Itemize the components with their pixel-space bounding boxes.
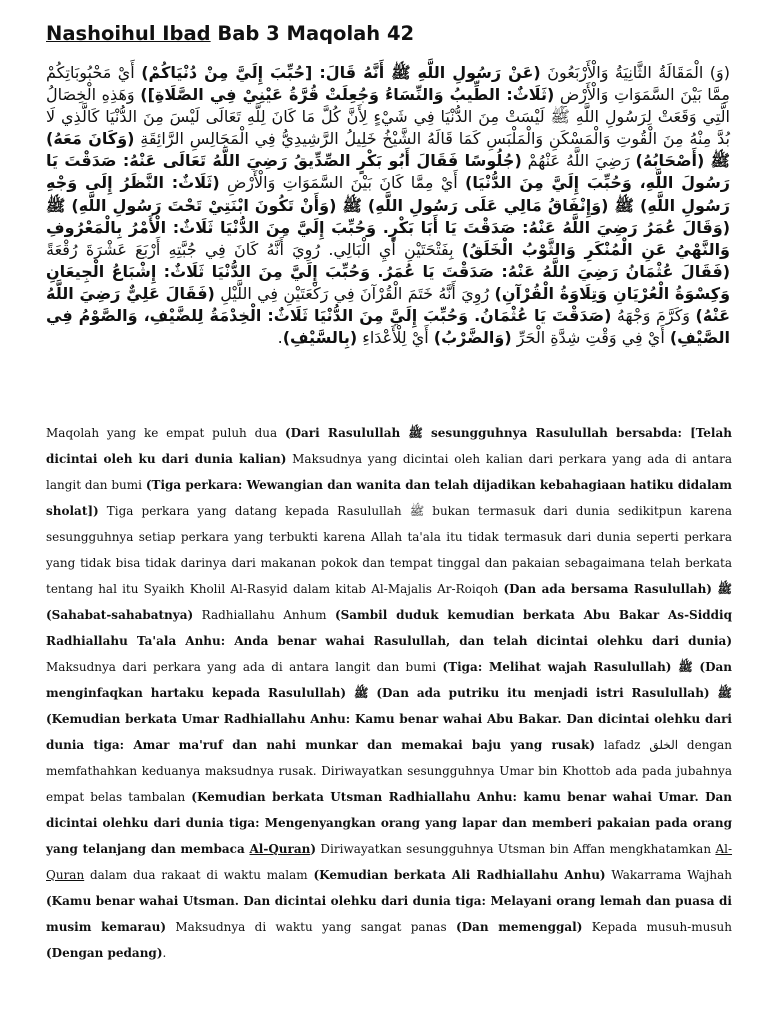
translation-text-segment: (Kamu benar wahai Utsman. Dan dicintai olehku dari dunia tiga: Melayani orang lemah dan puasa di musim kemarau) [46, 894, 732, 934]
translation-text-segment: ) [310, 842, 317, 856]
arabic-text-segment: أَيْ لِلْأَعْدَاءِ [357, 328, 434, 348]
arabic-text-segment: بِفَتْحَتَيْنِ أَيِ الْبَالِي. رُوِيَ أَنَّهُ كَانَ فِي جُبَّتِهِ أَرْبَعَ عَشْرَةَ رُقْعَةً [46, 239, 462, 259]
arabic-text-segment: (ثَلَاثٌ: النَّظَرُ إِلَى وَجْهِ رَسُولِ اللَّهِ) ﷺ (وَإِنْفَاقُ مَالِي عَلَى رَسُولِ اللَّهِ) ﷺ (وَأَنْ تَكُونَ ابْنَتِيْ تَحْتَ رَسُولِ اللَّهِ) ﷺ (وَقَالَ عُمَرُ رَضِيَ اللَّهُ عَنْهُ: صَدَقْتَ يَا أَبَا بَكْرٍ. وَحُبِّبَ إِلَيَّ مِنَ الدُّنْيَا ثَلَاثٌ: الْأَمْرُ بِالْمَعْرُوفِ وَالنَّهْيُ عَنِ الْمُنْكَرِ وَالثَّوْبُ الْخَلَقُ) [46, 173, 730, 259]
arabic-text-segment: (وَالضَّرْبُ) [433, 328, 512, 348]
page-title [46, 22, 414, 45]
arabic-text-segment: أَيْ فِي وَقْتِ شِدَّةِ الْحَرِّ [511, 328, 670, 348]
translation-text-block [46, 420, 732, 966]
arabic-text-segment: (عَنْ رَسُولِ اللَّهِ ﷺ أَنَّهُ قَالَ: [حُبِّبَ إِلَيَّ مِنْ دُنْيَاكُمْ) [141, 63, 541, 82]
translation-text-segment: Maksudnya yang dicintai oleh kalian dari perkara yang ada di antara langit dan bumi [46, 452, 733, 492]
translation-text-segment: . [162, 946, 167, 960]
title-chapter: Bab 3 Maqolah 42 [210, 22, 415, 45]
arabic-text-segment: (صَدَقْتَ يَا عُثْمَانُ. وَحُبِّبَ إِلَيَّ مِنَ الدُّنْيَا ثَلَاثٌ: الْخِدْمَةُ لِلضَّيْفِ، وَالصَّوْمُ فِي الصَّيْفِ) [46, 306, 730, 348]
translation-text-segment: Maksudnya dari perkara yang ada di antara langit dan bumi [46, 660, 443, 674]
translation-text-segment: (Kemudian berkata Utsman Radhiallahu Anhu: kamu benar wahai Umar. Dan dicintai olehku dari dunia tiga: Mengenyangkan orang yang lapar dan memberi pakaian pada orang yang telanjang dan membaca [46, 790, 732, 856]
translation-text-segment: (Tiga: Melihat wajah Rasulullah) ﷺ (Dan menginfaqkan hartaku kepada Rasulullah) ﷺ (Dan ada putriku itu menjadi istri Rasulullah) ﷺ (Kemudian berkata Umar Radhiallahu Anhu: Kamu benar wahai Abu Bakar. Dan dicintai olehku dari dunia tiga: Amar ma'ruf dan nahi munkar dan memakai baju yang rusak) [46, 660, 732, 752]
translation-text-segment: Al-Quran [249, 842, 311, 856]
translation-text-segment: dalam dua rakaat di waktu malam [84, 868, 314, 882]
arabic-text-segment: (فَقَالَ عُثْمَانُ رَضِيَ اللَّهُ عَنْهُ: صَدَقْتَ يَا عُمَرُ. وَحُبِّبَ إِلَيَّ مِنَ الدُّنْيَا ثَلَاثٌ: إِشْبَاعُ الْجِيعَانِ وَكِسْوَةُ الْعُرْيَانِ وَتِلَاوَةُ الْقُرْآنِ) [46, 261, 731, 303]
arabic-text-segment: (ثَلَاثٌ: الطِّيبُ وَالنِّسَاءُ وَجُعِلَتْ قُرَّةُ عَيْنِيْ فِي الصَّلَاةِ]) [140, 85, 555, 105]
arabic-text-segment: وَهَذِهِ الْخِصَالُ الَّتِي وَقَعَتْ لِرَسُولِ اللَّهِ ﷺ لَيْسَتْ مِنَ الدُّنْيَا فِي شَيْءٍ لِأَنَّ كُلَّ مَا كَانَ لِلَّهِ تَعَالَى لَيْسَ مِنَ الدُّنْيَا كَالَّذِي لَا بُدَّ مِنْهُ مِنَ الْقُوتِ وَالْمَسْكَنِ وَالْمَلْبَسِ كَمَا قَالَهُ الشَّيْخُ خَلِيلُ الرَّشِيدِيُّ فِي الْمَجَالِسِ الرَّائِقَةِ [46, 85, 731, 149]
arabic-text-segment: أَيْ مَحْبُوبَاتِكُمْ مِمَّا بَيْنَ السَّمَوَاتِ وَالْأَرْضِ [46, 63, 731, 105]
arabic-text-segment: وَكَرَّمَ وَجْهَهُ [611, 306, 696, 326]
arabic-text-segment: (جُلُوسًا فَقَالَ أَبُو بَكْرٍ الصِّدِّيقُ رَضِيَ اللَّهُ تَعَالَى عَنْهُ: صَدَقْتَ يَا رَسُولَ اللَّهِ، وَحُبِّبَ إِلَيَّ مِنَ الدُّنْيَا) [46, 151, 731, 193]
translation-text-segment: (Dan memenggal) [455, 920, 583, 934]
translation-text-segment: (Kemudian berkata Ali Radhiallahu Anhu) [313, 868, 606, 882]
translation-text-segment: (Sambil duduk kemudian berkata Abu Bakar As-Siddiq Radhiallahu Ta'ala Anhu: Anda benar wahai Rasulullah, dan telah dicintai olehku dari dunia) [46, 608, 732, 648]
translation-text-segment: (Tiga perkara: Wewangian dan wanita dan telah dijadikan kebahagiaan hatiku didalam sholat]) [46, 478, 732, 518]
translation-text-segment: (Dari Rasulullah ﷺ sesungguhnya Rasulullah bersabda: [Telah dicintai oleh ku dari dunia kalian) [46, 426, 732, 466]
arabic-text-segment: (فَقَالَ عَلِيٌّ رَضِيَ اللَّهُ عَنْهُ) [46, 283, 731, 326]
translation-text-segment: Al-Quran [46, 842, 733, 882]
arabic-text-segment: أَيْ مِمَّا كَانَ بَيْنَ السَّمَوَاتِ وَالْأَرْضِ [219, 173, 465, 193]
translation-text-segment: Kepada musuh-musuh [582, 920, 732, 934]
title-book-name: Nashoihul Ibad [46, 22, 211, 45]
translation-text-segment: (Dan ada bersama Rasulullah) ﷺ (Sahabat-sahabatnya) [46, 582, 732, 622]
translation-text-segment: (Dengan pedang) [46, 946, 163, 960]
arabic-text-block [46, 62, 730, 349]
arabic-text-segment: رُوِيَ أَنَّهُ خَتَمَ الْقُرْآنَ فِي رَكْعَتَيْنِ فِي اللَّيْلِ [214, 283, 495, 303]
arabic-text-segment: (بِالسَّيْفِ) [282, 328, 358, 348]
arabic-text-segment: (وَ) الْمَقَالَةُ الثَّانِيَةُ وَالْأَرْبَعُونَ [540, 63, 730, 82]
translation-text-segment: Maqolah yang ke empat puluh dua [46, 426, 285, 440]
translation-text-segment: Diriwayatkan sesungguhnya Utsman bin Affan mengkhatamkan [316, 842, 716, 856]
translation-text-segment: Tiga perkara yang datang kepada Rasulullah ﷺ bukan termasuk dari dunia sedikitpun karena sesungguhnya setiap perkara yang terbukti karena Allah ta'ala itu tidak termasuk dari dunia seperti perkara yang tidak bisa tidak darinya dari makanan pokok dan tempat tinggal dan pakaian sebagaimana telah berkata tentang hal itu Syaikh Kholil Al-Rasyid dalam kitab Al-Majalis Ar-Roiqoh [46, 504, 733, 596]
arabic-text-segment: (وَكَانَ مَعَهُ) ﷺ (أَصْحَابُهُ) [46, 129, 730, 171]
translation-text-segment: Maksudnya di waktu yang sangat panas [166, 920, 456, 934]
translation-text-segment: Radhiallahu Anhum [193, 608, 335, 622]
translation-text-segment: Wakarrama Wajhah [605, 868, 733, 882]
arabic-text-segment: . [277, 328, 283, 348]
arabic-text-segment: رَضِيَ اللَّهُ عَنْهُمْ [521, 151, 636, 171]
translation-text-segment: lafadz الخلق dengan memfathahkan keduanya maksudnya rusak. Diriwayatkan sesungguhnya Umar bin Khottob ada pada jubahnya empat belas tambalan [46, 738, 732, 804]
